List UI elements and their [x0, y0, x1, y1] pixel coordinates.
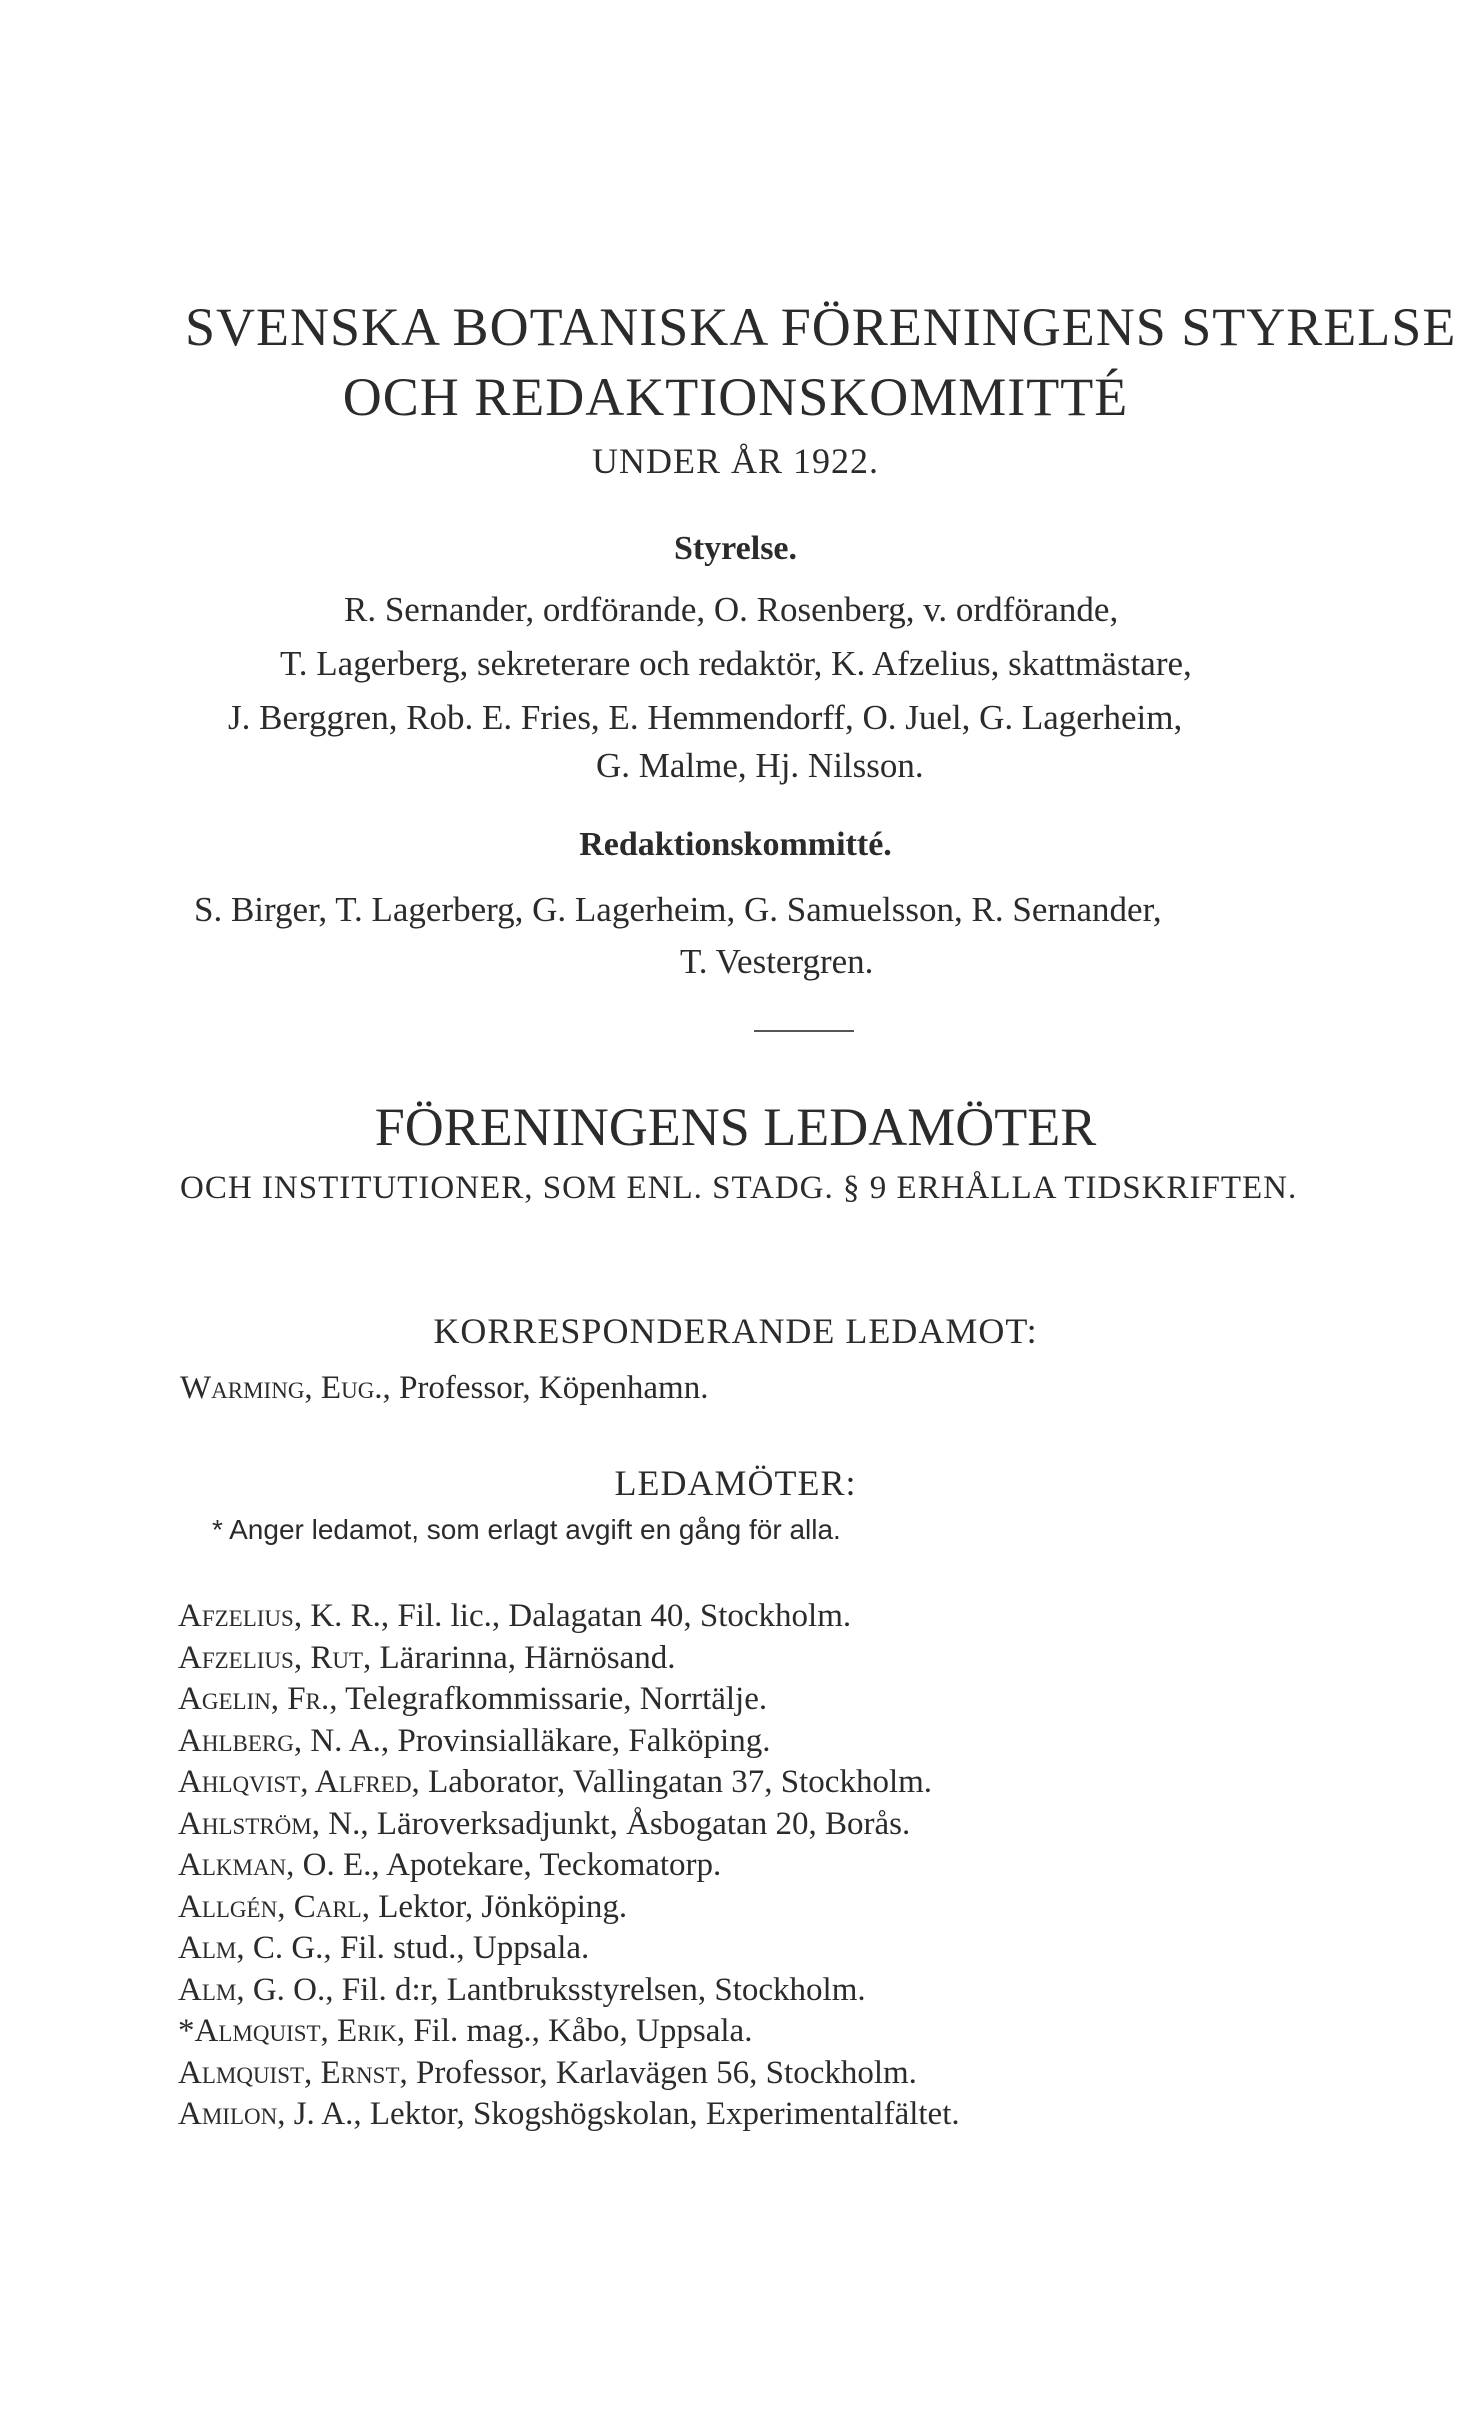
member-details: Lektor, Jönköping.: [369, 1888, 628, 1925]
styrelse-line-1: R. Sernander, ordförande, O. Rosenberg, v. ordförande,: [344, 590, 1119, 629]
styrelse-heading: Styrelse.: [673, 530, 798, 567]
member-details: Apotekare, Teckomatorp.: [379, 1847, 722, 1883]
member-details: Lektor, Skogshögskolan, Experimentalfältet.: [361, 2096, 960, 2132]
korresponderande-heading: KORRESPONDERANDE LEDAMOT:: [433, 1311, 1038, 1351]
list-item: [178, 2053, 960, 2095]
member-name: Alm, C. G.,: [178, 1930, 332, 1966]
member-name: Allgén, Carl,: [178, 1888, 370, 1925]
member-details: Fil. mag., Kåbo, Uppsala.: [405, 2013, 753, 2049]
member-name: Almquist, Ernst,: [178, 2054, 408, 2091]
list-item: [178, 1845, 960, 1887]
list-item: [178, 1928, 960, 1970]
member-details: Fil. d:r, Lantbruksstyrelsen, Stockholm.: [333, 1971, 866, 2008]
payment-note: * Anger ledamot, som erlagt avgift en gång för alla.: [212, 1514, 841, 1545]
list-item: [178, 1970, 960, 2012]
redaktion-line-2: T. Vestergren.: [680, 942, 874, 981]
member-name: Afzelius, Rut,: [178, 1639, 372, 1676]
title-year: UNDER ÅR 1922.: [591, 441, 879, 481]
member-details: Fil. lic., Dalagatan 40, Stockholm.: [389, 1598, 852, 1634]
list-item: [178, 1721, 960, 1763]
member-name: *Almquist, Erik,: [178, 2013, 406, 2049]
title-line-2: OCH REDAKTIONSKOMMITTÉ: [342, 367, 1129, 427]
member-name: Ahlqvist, Alfred,: [178, 1764, 420, 1800]
member-name: Alm, G. O.,: [178, 1971, 334, 2008]
member-details: Läroverksadjunkt, Åsbogatan 20, Borås.: [368, 1805, 911, 1842]
member-details: Professor, Karlavägen 56, Stockholm.: [407, 2054, 917, 2091]
list-item: [178, 1679, 960, 1721]
korresponderande-member: [180, 1372, 708, 1405]
ledamoter-section-subheading: OCH INSTITUTIONER, SOM ENL. STADG. § 9 ERHÅLLA TIDSKRIFTEN.: [180, 1170, 1298, 1206]
styrelse-line-4: G. Malme, Hj. Nilsson.: [596, 746, 924, 785]
list-item: [178, 1596, 960, 1638]
member-name: Alkman, O. E.,: [178, 1847, 380, 1883]
member-name: Warming, Eug.,: [180, 1370, 391, 1406]
member-details: Laborator, Vallingatan 37, Stockholm.: [419, 1764, 933, 1800]
list-item: [178, 2094, 960, 2136]
member-name: Ahlström, N.,: [178, 1805, 369, 1842]
list-item: [178, 1638, 960, 1680]
section-divider: [754, 1030, 854, 1032]
redaktion-heading: Redaktionskommitté.: [579, 826, 892, 863]
member-name: Amilon, J. A.,: [178, 2096, 362, 2132]
list-item: [178, 1762, 960, 1804]
member-details: Telegrafkommissarie, Norrtälje.: [337, 1681, 768, 1717]
list-item: [178, 2011, 960, 2053]
member-details: Provinsialläkare, Falköping.: [389, 1722, 771, 1759]
redaktion-line-1: S. Birger, T. Lagerberg, G. Lagerheim, G. Samuelsson, R. Sernander,: [194, 890, 1162, 929]
member-details: Fil. stud., Uppsala.: [331, 1930, 590, 1966]
member-name: Afzelius, K. R.,: [178, 1598, 390, 1634]
member-list: [178, 1596, 960, 2136]
list-item: [178, 1804, 960, 1846]
list-item: [178, 1887, 960, 1929]
styrelse-line-2: T. Lagerberg, sekreterare och redaktör, K. Afzelius, skattmästare,: [280, 644, 1192, 683]
title-line-1: SVENSKA BOTANISKA FÖRENINGENS STYRELSE: [185, 297, 1457, 357]
member-name: Ahlberg, N. A.,: [178, 1722, 390, 1759]
ledamoter-heading: LEDAMÖTER:: [614, 1463, 857, 1503]
member-details: Lärarinna, Härnösand.: [371, 1639, 676, 1676]
styrelse-line-3: J. Berggren, Rob. E. Fries, E. Hemmendorff, O. Juel, G. Lagerheim,: [228, 698, 1183, 737]
ledamoter-section-heading: FÖRENINGENS LEDAMÖTER: [374, 1097, 1097, 1157]
member-name: Agelin, Fr.,: [178, 1681, 338, 1717]
member-details: Professor, Köpenhamn.: [390, 1370, 709, 1406]
